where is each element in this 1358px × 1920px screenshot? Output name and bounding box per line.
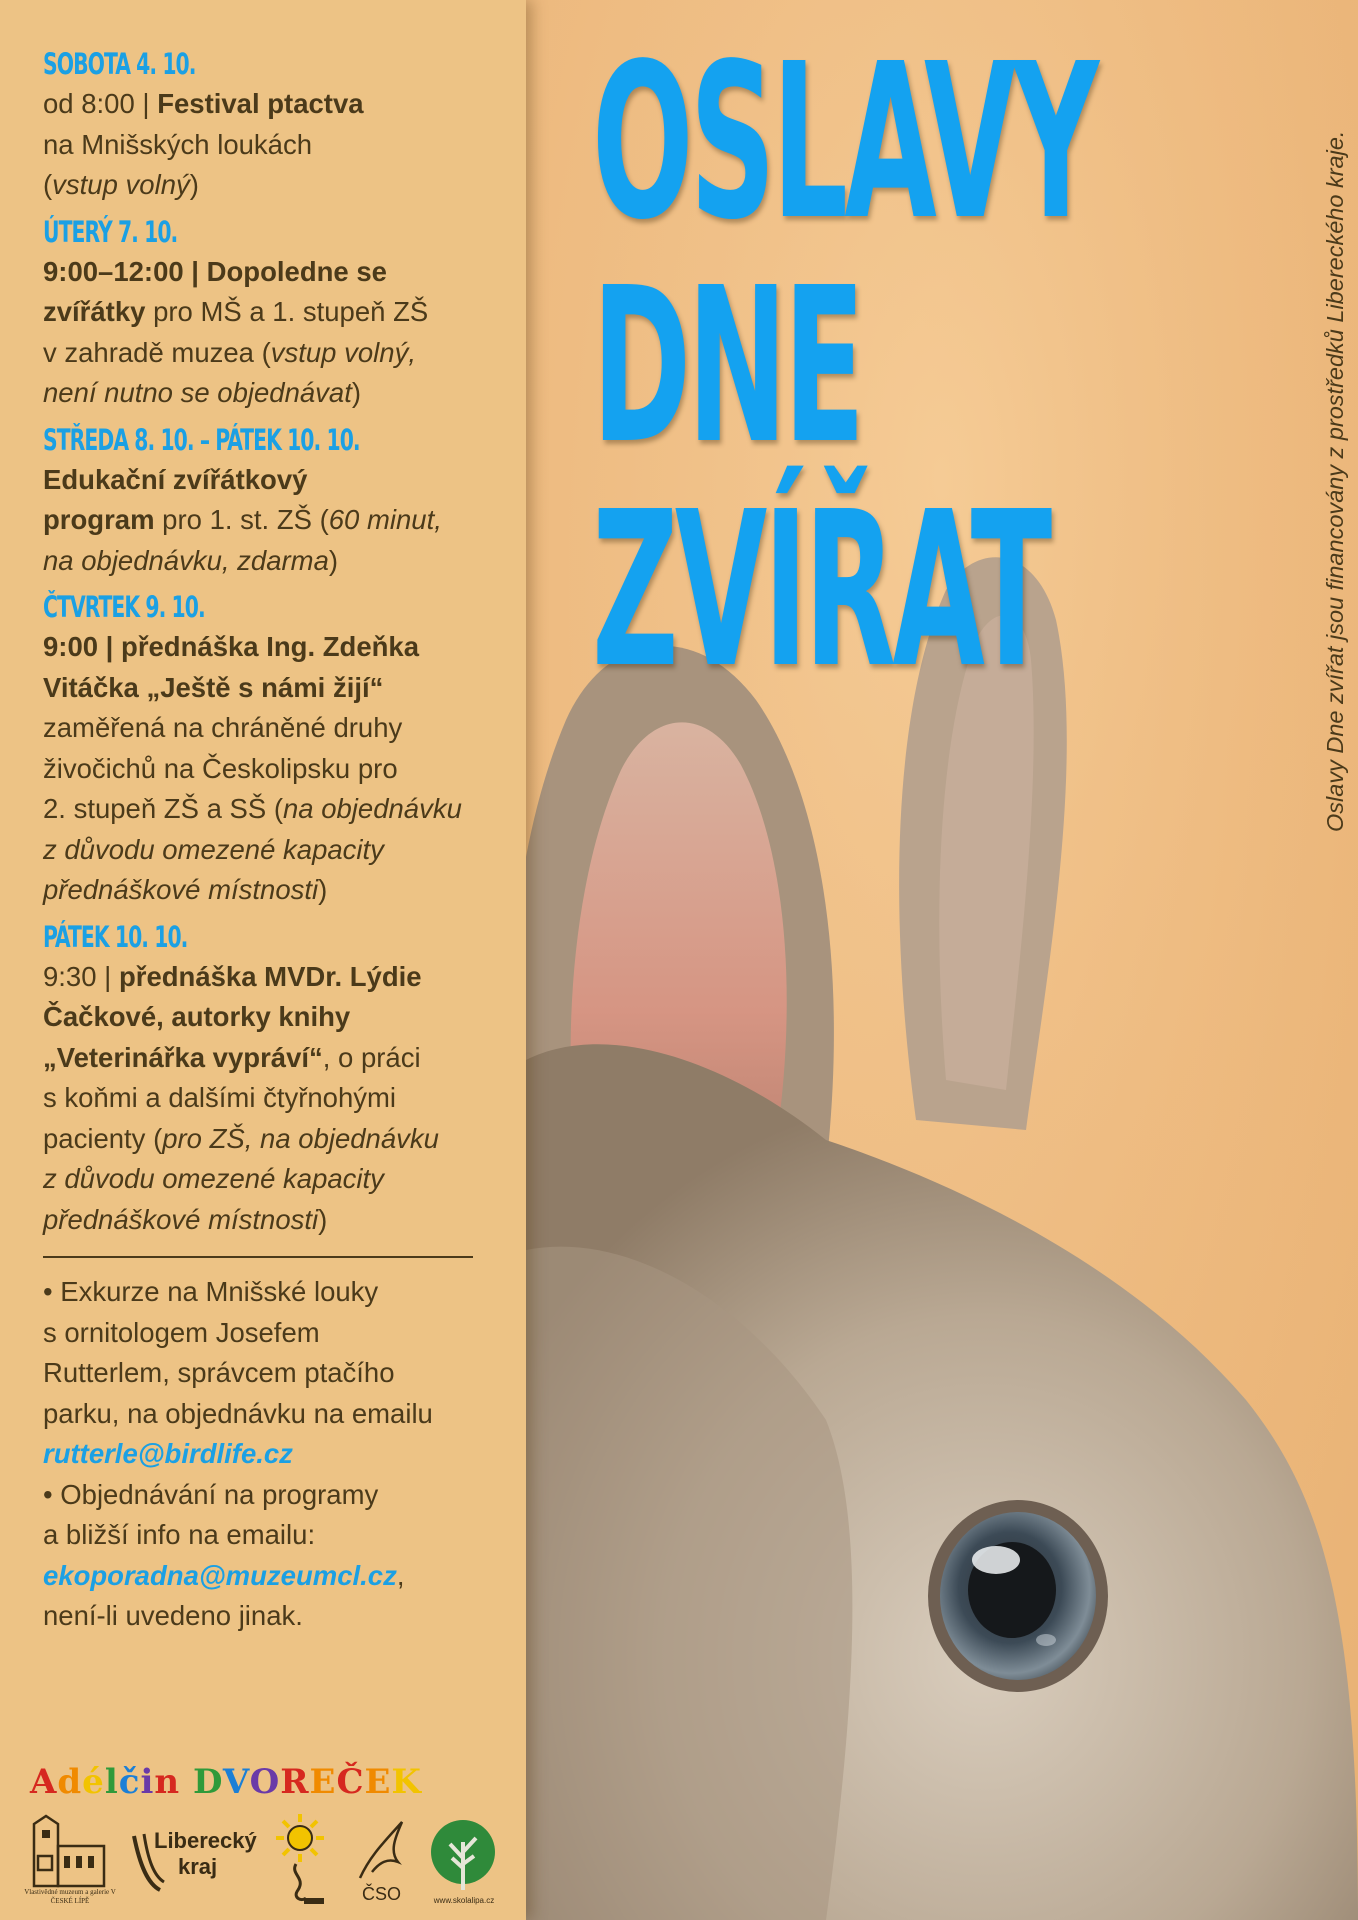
- event-description-line: „Veterinářka vypráví“, o práci: [43, 1041, 421, 1073]
- cso-logo: [354, 1812, 410, 1908]
- info-note-line: ekoporadna@muzeumcl.cz,: [43, 1559, 405, 1591]
- event-description-line: z důvodu omezené kapacity: [43, 833, 384, 865]
- event-description-line: 9:30 | přednáška MVDr. Lýdie: [43, 960, 422, 992]
- event-day-heading: ČTVRTEK 9. 10.: [43, 590, 205, 624]
- event-description-line: na Mnišských loukách: [43, 128, 313, 160]
- event-description-line: 2. stupeň ZŠ a SŠ (na objednávku: [43, 793, 462, 824]
- event-description-line: pacienty (pro ZŠ, na objednávku: [43, 1122, 439, 1154]
- museum-caption: Vlastivědné muzeum a galerie V ČESKÉ LÍPĚ: [24, 1888, 116, 1905]
- sun-school-logo: [272, 1812, 328, 1908]
- event-day-heading: STŘEDA 8. 10. – PÁTEK 10. 10.: [43, 422, 360, 457]
- dvorecek-word-2: DVOREČEK: [192, 1762, 422, 1802]
- event-description-line: (vstup volný): [43, 169, 199, 200]
- info-note-line: s ornitologem Josefem: [43, 1316, 320, 1348]
- event-description-line: 9:00 | přednáška Ing. Zdeňka: [43, 631, 420, 662]
- event-description-line: Edukační zvířátkový: [43, 463, 308, 495]
- funding-note: Oslavy Dne zvířat jsou financovány z prostředků Libereckého kraje.: [1322, 130, 1348, 832]
- event-description-line: Čačkové, autorky knihy: [43, 1001, 351, 1032]
- event-description-line: od 8:00 | Festival ptactva: [43, 88, 364, 119]
- skolalipa-logo: [428, 1812, 498, 1908]
- event-description-line: přednáškové místnosti): [43, 874, 328, 905]
- event-day-heading: PÁTEK 10. 10.: [43, 919, 188, 954]
- divider: [43, 1256, 473, 1258]
- info-note-line: a bližší info na emailu:: [43, 1519, 316, 1550]
- event-description-line: z důvodu omezené kapacity: [43, 1163, 384, 1194]
- skola-caption: www.skolalipa.cz: [433, 1896, 495, 1905]
- cso-label: ČSO: [362, 1884, 402, 1904]
- info-note-line: • Exkurze na Mnišské louky: [43, 1276, 379, 1307]
- title-line-2: DNE: [592, 242, 862, 491]
- event-description-line: zvířátky pro MŠ a 1. stupeň ZŠ: [43, 296, 429, 327]
- liberecky-line-2: kraj: [178, 1854, 218, 1879]
- event-day-heading: SOBOTA 4. 10.: [43, 47, 196, 81]
- email-link[interactable]: ekoporadna@muzeumcl.cz: [43, 1559, 397, 1591]
- info-note-line: Rutterlem, správcem ptačího: [43, 1357, 395, 1388]
- event-description-line: na objednávku, zdarma): [43, 544, 339, 576]
- event-description-line: zaměřená na chráněné druhy: [43, 712, 403, 743]
- email-link[interactable]: rutterle@birdlife.cz: [43, 1438, 293, 1469]
- adelcin-dvorecek-logo: [30, 1762, 422, 1802]
- title-line-1: OSLAVY: [592, 18, 1096, 267]
- title-line-3: ZVÍŘAT: [592, 466, 1049, 715]
- event-day-heading: ÚTERÝ 7. 10.: [43, 214, 178, 249]
- museum-logo: [24, 1812, 114, 1908]
- liberecky-kraj-logo: [130, 1812, 257, 1908]
- event-description-line: přednáškové místnosti): [43, 1203, 328, 1235]
- program-panel: [0, 0, 526, 1920]
- partner-logos: [24, 1812, 504, 1908]
- dvorecek-word-1: Adélčin: [30, 1762, 181, 1802]
- bird-icon: [354, 1812, 410, 1884]
- info-note-line: [43, 1434, 493, 1475]
- info-note-line: není-li uvedeno jinak.: [43, 1600, 303, 1631]
- event-description-line: Vitáčka „Ještě s námi žijí“: [43, 671, 384, 703]
- event-description-line: v zahradě muzea (vstup volný,: [43, 336, 416, 368]
- event-description-line: s koňmi a dalšími čtyřnohými: [43, 1082, 397, 1113]
- info-note-line: parku, na objednávku na emailu: [43, 1397, 433, 1429]
- event-description-line: program pro 1. st. ZŠ (60 minut,: [43, 504, 442, 535]
- info-note-line: • Objednávání na programy: [43, 1478, 379, 1510]
- tree-icon: [428, 1812, 498, 1896]
- liberecky-line-1: Liberecký: [154, 1828, 257, 1853]
- event-description-line: 9:00–12:00 | Dopoledne se: [43, 255, 387, 287]
- event-description-line: není nutno se objednávat): [43, 377, 362, 408]
- sun-icon: [272, 1812, 328, 1908]
- event-description-line: živočichů na Českolipsku pro: [43, 752, 398, 784]
- program-list: [43, 44, 493, 1637]
